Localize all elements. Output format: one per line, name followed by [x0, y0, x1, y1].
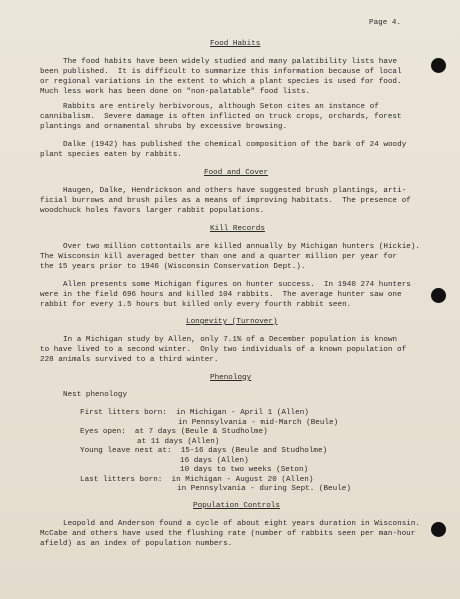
- text-line: in Pennsylvania - during Sept. (Beule): [177, 485, 351, 493]
- heading-kill-records: Kill Records: [210, 225, 265, 233]
- text-line: to have lived to a second winter. Only two individuals of a known population of: [40, 346, 407, 354]
- text-line: ficial burrows and brush piles as a means of improving habitats. The presence of: [40, 197, 411, 205]
- text-line: The Wisconsin kill averaged better than one and a quarter million per year for: [40, 253, 398, 261]
- heading-longevity: Longevity (Turnover): [186, 318, 278, 326]
- heading-phenology: Phenology: [210, 374, 252, 382]
- text-line: Leopold and Anderson found a cycle of about eight years duration in Wisconsin.: [63, 520, 421, 528]
- text-line: In a Michigan study by Allen, only 7.1% of a December population is known: [63, 336, 398, 344]
- binder-hole: [431, 58, 446, 73]
- text-line: at 11 days (Allen): [137, 438, 220, 446]
- text-line: 228 animals survived to a third winter.: [40, 356, 219, 364]
- text-line: woodchuck holes favors larger rabbit populations.: [40, 207, 265, 215]
- text-line: were in the field 696 hours and killed 104 rabbits. The average hunter saw one: [40, 291, 402, 299]
- text-line: in Pennsylvania - mid-March (Beule): [178, 419, 339, 427]
- page-number: Page 4.: [369, 19, 402, 27]
- heading-food-and-cover: Food and Cover: [204, 169, 269, 177]
- text-line: Dalke (1942) has published the chemical composition of the bark of 24 woody: [63, 141, 407, 149]
- text-line: Young leave nest at: 15-16 days (Beule and Studholme): [80, 447, 328, 455]
- text-line: The food habits have been widely studied and many palatibility lists have: [63, 58, 398, 66]
- text-line: First litters born: in Michigan - April 1 (Allen): [80, 409, 309, 417]
- binder-hole: [431, 288, 446, 303]
- text-line: afield) as an index of population numbers.: [40, 540, 233, 548]
- text-line: rabbit for every 1.5 hours but killed only every fourth rabbit seen.: [40, 301, 352, 309]
- text-line: cannibalism. Severe damage is often inflicted on truck crops, orchards, forest: [40, 113, 402, 121]
- text-line: plantings and ornamental shrubs by excessive browsing.: [40, 123, 288, 131]
- text-line: Much less work has been done on "non-palatable" food lists.: [40, 88, 311, 96]
- heading-food-habits: Food Habits: [210, 40, 261, 48]
- text-line: McCabe and others have used the flushing rate (number of rabbits seen per man-hour: [40, 530, 416, 538]
- text-line: Haugen, Dalke, Hendrickson and others have suggested brush plantings, arti-: [63, 187, 407, 195]
- heading-population-controls: Population Controls: [193, 502, 280, 510]
- text-line: Last litters born: in Michigan - August 20 (Allen): [80, 476, 314, 484]
- text-line: Rabbits are entirely herbivorous, although Seton cites an instance of: [63, 103, 379, 111]
- text-line: Eyes open: at 7 days (Beule & Studholme): [80, 428, 268, 436]
- text-line: or regional variations in the extent to which a plant species is used for food.: [40, 78, 402, 86]
- text-line: Over two million cottontails are killed annually by Michigan hunters (Hickie).: [63, 243, 421, 251]
- text-line: Allen presents some Michigan figures on hunter success. In 1940 274 hunters: [63, 281, 411, 289]
- text-line: 10 days to two weeks (Seton): [180, 466, 309, 474]
- text-line: Nest phenology: [63, 391, 128, 399]
- text-line: been published. It is difficult to summarize this information because of local: [40, 68, 402, 76]
- binder-hole: [431, 522, 446, 537]
- text-line: 16 days (Allen): [180, 457, 249, 465]
- text-line: the 15 years prior to 1946 (Wisconsin Conservation Dept.).: [40, 263, 306, 271]
- text-line: plant species eaten by rabbits.: [40, 151, 182, 159]
